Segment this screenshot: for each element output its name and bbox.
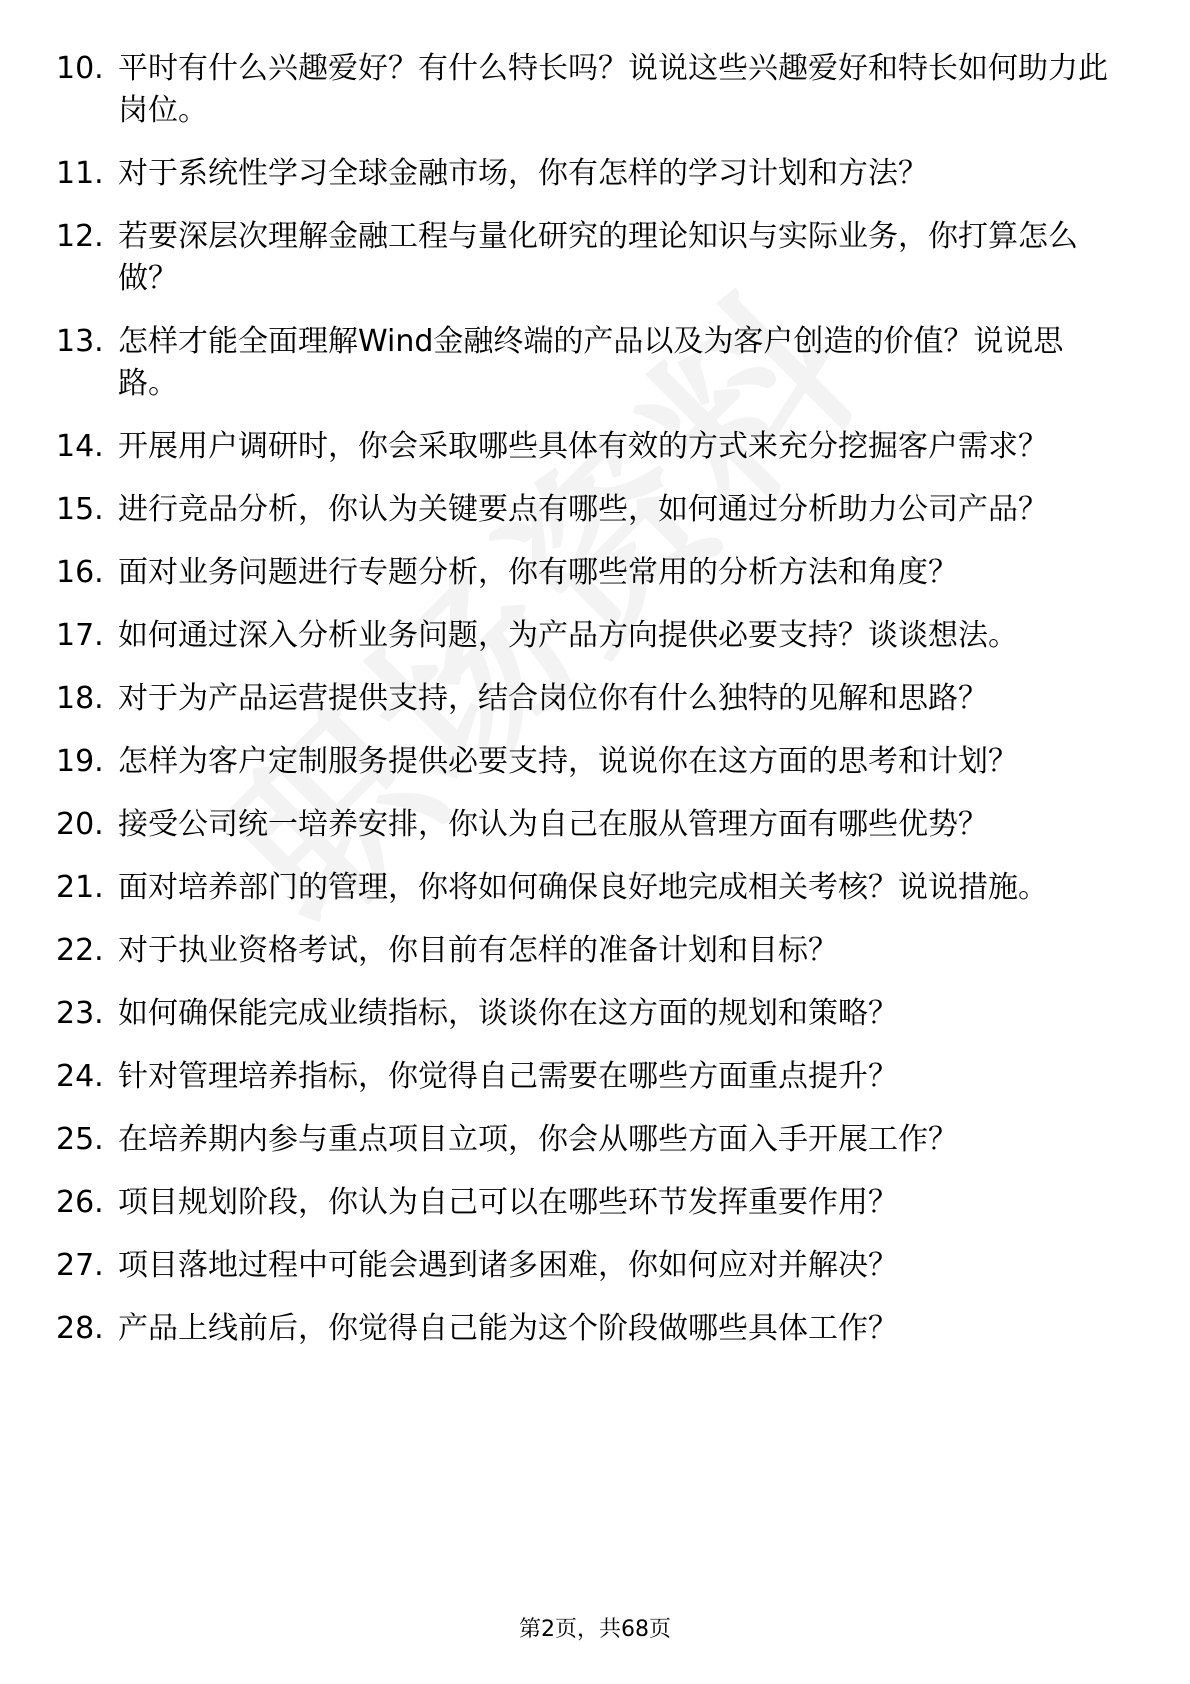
question-text: 平时有什么兴趣爱好？有什么特长吗？说说这些兴趣爱好和特长如何助力此岗位。: [118, 51, 1108, 128]
list-item: [56, 489, 1136, 531]
list-item: [56, 804, 1136, 846]
page-footer: [0, 1616, 1190, 1644]
question-text: 针对管理培养指标，你觉得自己需要在哪些方面重点提升？: [118, 1059, 898, 1094]
list-item: [56, 153, 1136, 195]
question-text: 怎样为客户定制服务提供必要支持，说说你在这方面的思考和计划？: [118, 744, 1018, 779]
question-text: 面对培养部门的管理，你将如何确保良好地完成相关考核？说说措施。: [118, 870, 1048, 905]
list-item: [56, 552, 1136, 594]
question-number: 28.: [56, 1311, 104, 1346]
question-list: [56, 48, 1136, 1371]
question-text: 若要深层次理解金融工程与量化研究的理论知识与实际业务，你打算怎么做？: [118, 219, 1078, 296]
list-item: [56, 678, 1136, 720]
list-item: [56, 321, 1136, 405]
question-text: 面对业务问题进行专题分析，你有哪些常用的分析方法和角度？: [118, 555, 958, 590]
list-item: [56, 993, 1136, 1035]
list-item: [56, 1056, 1136, 1098]
question-text: 进行竞品分析，你认为关键要点有哪些，如何通过分析助力公司产品？: [118, 492, 1048, 527]
question-number: 21.: [56, 870, 104, 905]
list-item: [56, 1182, 1136, 1224]
page-number-label: 第2页，共68页: [519, 1617, 671, 1642]
list-item: [56, 867, 1136, 909]
list-item: [56, 426, 1136, 468]
question-text: 在培养期内参与重点项目立项，你会从哪些方面入手开展工作？: [118, 1122, 958, 1157]
question-number: 25.: [56, 1122, 104, 1157]
question-number: 15.: [56, 492, 104, 527]
question-text: 怎样才能全面理解Wind金融终端的产品以及为客户创造的价值？说说思路。: [118, 324, 1064, 401]
question-text: 对于为产品运营提供支持，结合岗位你有什么独特的见解和思路？: [118, 681, 988, 716]
question-number: 18.: [56, 681, 104, 716]
list-item: [56, 930, 1136, 972]
question-number: 11.: [56, 156, 104, 191]
question-text: 项目落地过程中可能会遇到诸多困难，你如何应对并解决？: [118, 1248, 898, 1283]
list-item: [56, 48, 1136, 132]
question-text: 开展用户调研时，你会采取哪些具体有效的方式来充分挖掘客户需求？: [118, 429, 1048, 464]
question-text: 接受公司统一培养安排，你认为自己在服从管理方面有哪些优势？: [118, 807, 988, 842]
question-number: 19.: [56, 744, 104, 779]
question-text: 对于系统性学习全球金融市场，你有怎样的学习计划和方法？: [118, 156, 928, 191]
list-item: [56, 1245, 1136, 1287]
list-item: [56, 1119, 1136, 1161]
question-text: 对于执业资格考试，你目前有怎样的准备计划和目标？: [118, 933, 838, 968]
question-number: 23.: [56, 996, 104, 1031]
list-item: [56, 615, 1136, 657]
question-number: 16.: [56, 555, 104, 590]
question-number: 14.: [56, 429, 104, 464]
question-number: 12.: [56, 219, 104, 254]
question-number: 13.: [56, 324, 104, 359]
list-item: [56, 216, 1136, 300]
question-number: 20.: [56, 807, 104, 842]
list-item: [56, 1308, 1136, 1350]
list-item: [56, 741, 1136, 783]
question-text: 项目规划阶段，你认为自己可以在哪些环节发挥重要作用？: [118, 1185, 898, 1220]
question-text: 如何通过深入分析业务问题，为产品方向提供必要支持？谈谈想法。: [118, 618, 1018, 653]
question-number: 24.: [56, 1059, 104, 1094]
question-number: 27.: [56, 1248, 104, 1283]
question-number: 17.: [56, 618, 104, 653]
question-text: 产品上线前后，你觉得自己能为这个阶段做哪些具体工作？: [118, 1311, 898, 1346]
question-number: 10.: [56, 51, 104, 86]
question-number: 26.: [56, 1185, 104, 1220]
question-text: 如何确保能完成业绩指标，谈谈你在这方面的规划和策略？: [118, 996, 898, 1031]
question-number: 22.: [56, 933, 104, 968]
